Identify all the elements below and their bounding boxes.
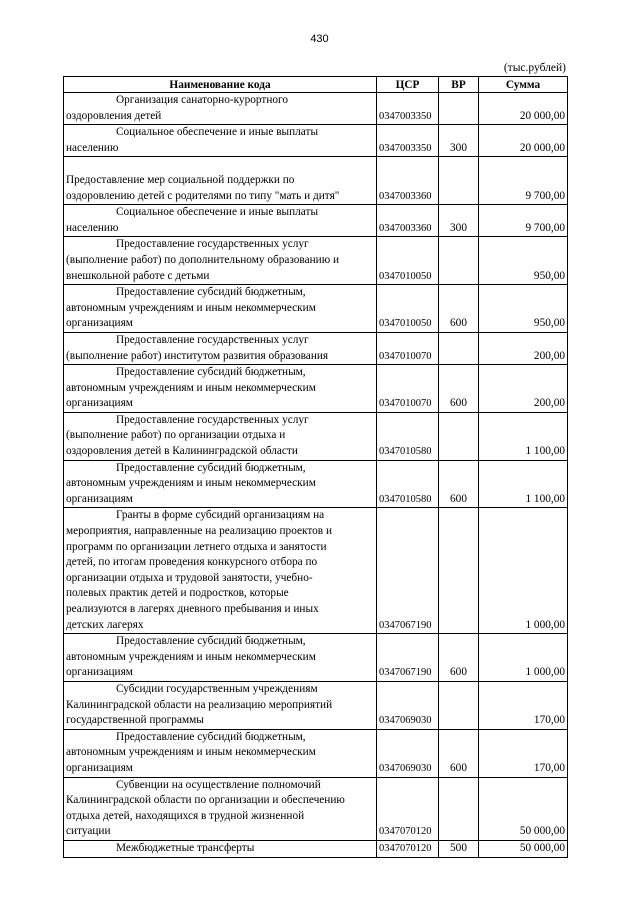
cell-sum: 1 100,00	[479, 460, 568, 508]
table-row	[64, 365, 568, 413]
cell-sum: 9 700,00	[479, 157, 568, 205]
cell-sum: 950,00	[479, 285, 568, 333]
cell-csr: 0347010050	[377, 285, 439, 333]
cell-name: Предоставление государственных услуг (выполнение работ) институтом развития образования	[64, 332, 377, 364]
cell-csr: 0347069030	[377, 681, 439, 729]
table-row	[64, 125, 568, 157]
cell-vr	[439, 332, 479, 364]
cell-vr: 600	[439, 729, 479, 777]
cell-vr: 600	[439, 285, 479, 333]
cell-sum: 950,00	[479, 237, 568, 285]
units-label: (тыс.рублей)	[503, 62, 566, 74]
table-row	[64, 508, 568, 634]
cell-sum: 50 000,00	[479, 840, 568, 857]
table-row	[64, 777, 568, 840]
table-row	[64, 285, 568, 333]
cell-csr: 0347010070	[377, 365, 439, 413]
cell-name: Субсидии государственным учреждениям Калининградской области на реализацию мероприятий государственной программы	[64, 681, 377, 729]
cell-name: Организация санаторно-курортного оздоровления детей	[64, 93, 377, 125]
cell-name: Социальное обеспечение и иные выплаты населению	[64, 205, 377, 237]
cell-vr: 600	[439, 365, 479, 413]
table-row	[64, 681, 568, 729]
table-row	[64, 93, 568, 125]
cell-sum: 170,00	[479, 729, 568, 777]
cell-csr: 0347003360	[377, 205, 439, 237]
cell-csr: 0347010050	[377, 237, 439, 285]
cell-name: Предоставление субсидий бюджетным, автономным учреждениям и иным некоммерческим организациям	[64, 729, 377, 777]
cell-sum: 9 700,00	[479, 205, 568, 237]
table-header-row	[64, 77, 568, 93]
table-row	[64, 237, 568, 285]
cell-csr: 0347003350	[377, 125, 439, 157]
cell-sum: 20 000,00	[479, 93, 568, 125]
cell-name: Предоставление субсидий бюджетным, автономным учреждениям и иным некоммерческим организациям	[64, 285, 377, 333]
cell-name: Предоставление государственных услуг (выполнение работ) по дополнительному образованию и внешкольной работе с детьми	[64, 237, 377, 285]
cell-vr	[439, 157, 479, 205]
cell-vr	[439, 681, 479, 729]
cell-sum: 1 000,00	[479, 508, 568, 634]
cell-csr: 0347067190	[377, 508, 439, 634]
cell-name: Предоставление субсидий бюджетным, автономным учреждениям и иным некоммерческим организациям	[64, 365, 377, 413]
table-row	[64, 634, 568, 682]
cell-name: Предоставление субсидий бюджетным, автономным учреждениям и иным некоммерческим организациям	[64, 460, 377, 508]
cell-sum: 20 000,00	[479, 125, 568, 157]
cell-csr: 0347070120	[377, 840, 439, 857]
cell-sum: 1 100,00	[479, 412, 568, 460]
header-name: Наименование кода	[64, 77, 377, 93]
table-row	[64, 460, 568, 508]
header-vr: ВР	[439, 77, 479, 93]
cell-name: Гранты в форме субсидий организациям на мероприятия, направленные на реализацию проектов и программ по организации летнего отдыха и занятости детей, по итогам проведения конкурсного отбора по организации отдыха и трудовой занятости, учебно- полевых практик детей и подростков, которые реализуются в лагерях дневного пребывания и иных детских лагерях	[64, 508, 377, 634]
cell-name: Социальное обеспечение и иные выплаты населению	[64, 125, 377, 157]
cell-sum: 170,00	[479, 681, 568, 729]
table-row	[64, 157, 568, 205]
table-row	[64, 729, 568, 777]
cell-vr	[439, 412, 479, 460]
table-row	[64, 205, 568, 237]
cell-csr: 0347003350	[377, 93, 439, 125]
table-row	[64, 332, 568, 364]
cell-sum: 50 000,00	[479, 777, 568, 840]
cell-csr: 0347010580	[377, 412, 439, 460]
budget-table	[63, 76, 568, 858]
cell-name: Субвенции на осуществление полномочий Калининградской области по организации и обеспечению отдыха детей, находящихся в трудной жизненной ситуации	[64, 777, 377, 840]
cell-sum: 1 000,00	[479, 634, 568, 682]
cell-vr	[439, 777, 479, 840]
table-row	[64, 840, 568, 857]
cell-csr: 0347010580	[377, 460, 439, 508]
page-number: 430	[310, 33, 329, 45]
table-body	[64, 93, 568, 858]
cell-name: Межбюджетные трансферты	[64, 840, 377, 857]
cell-csr: 0347003360	[377, 157, 439, 205]
cell-vr	[439, 237, 479, 285]
cell-csr: 0347010070	[377, 332, 439, 364]
header-csr: ЦСР	[377, 77, 439, 93]
cell-sum: 200,00	[479, 332, 568, 364]
cell-csr: 0347070120	[377, 777, 439, 840]
cell-csr: 0347069030	[377, 729, 439, 777]
table-row	[64, 412, 568, 460]
cell-vr: 600	[439, 634, 479, 682]
cell-vr: 300	[439, 125, 479, 157]
cell-sum: 200,00	[479, 365, 568, 413]
cell-vr: 500	[439, 840, 479, 857]
cell-name: Предоставление государственных услуг (выполнение работ) по организации отдыха и оздоровления детей в Калининградской области	[64, 412, 377, 460]
cell-csr: 0347067190	[377, 634, 439, 682]
cell-vr	[439, 93, 479, 125]
cell-name: Предоставление субсидий бюджетным, автономным учреждениям и иным некоммерческим организациям	[64, 634, 377, 682]
cell-vr: 300	[439, 205, 479, 237]
cell-name: Предоставление мер социальной поддержки по оздоровлению детей с родителями по типу "мать и дитя"	[64, 157, 377, 205]
cell-vr	[439, 508, 479, 634]
header-sum: Сумма	[479, 77, 568, 93]
cell-vr: 600	[439, 460, 479, 508]
